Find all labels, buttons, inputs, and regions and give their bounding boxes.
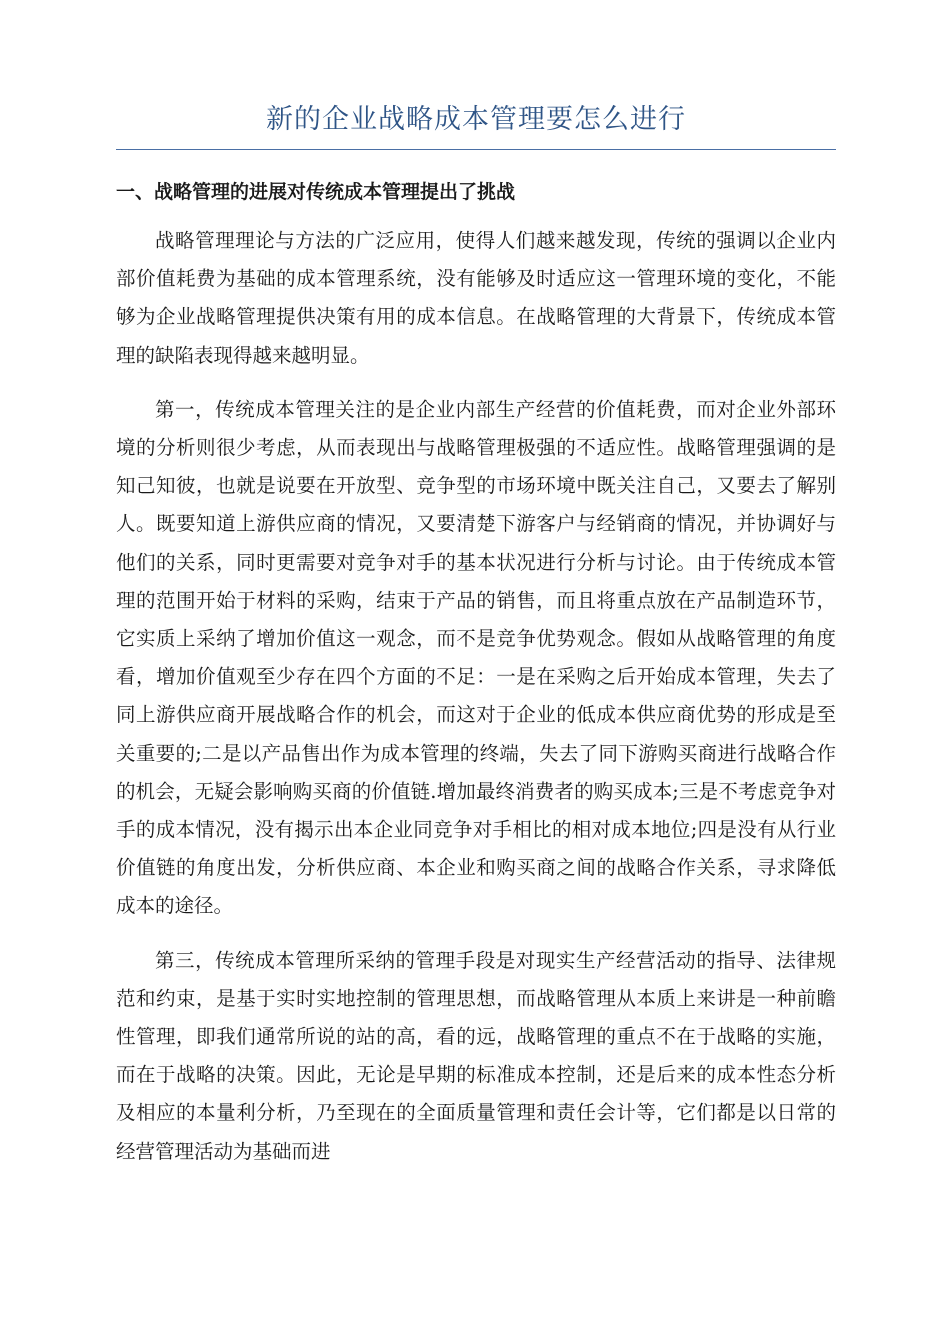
- paragraph-3: 第三，传统成本管理所采纳的管理手段是对现实生产经营活动的指导、法律规范和约束，是基于实时实地控制的管理思想，而战略管理从本质上来讲是一种前瞻性管理，即我们通常所说的站的高，看的远，战略管理的重点不在于战略的实施，而在于战略的决策。因此，无论是早期的标准成本控制，还是后来的成本性态分析及相应的本量利分析，乃至现在的全面质量管理和责任会计等，它们都是以日常的经营管理活动为基础而进: [116, 948, 836, 1163]
- section-heading: 一、战略管理的进展对传统成本管理提出了挑战: [116, 181, 516, 203]
- paragraph-1: 战略管理理论与方法的广泛应用，使得人们越来越发现，传统的强调以企业内部价值耗费为基础的成本管理系统，没有能够及时适应这一管理环境的变化，不能够为企业战略管理提供决策有用的成本信息。在战略管理的大背景下，传统成本管理的缺陷表现得越来越明显。: [116, 229, 836, 367]
- document-title: 新的企业战略成本管理要怎么进行: [116, 100, 836, 150]
- document-page: [116, 100, 836, 1171]
- paragraph-2: 第一，传统成本管理关注的是企业内部生产经营的价值耗费，而对企业外部环境的分析则很少考虑，从而表现出与战略管理极强的不适应性。战略管理强调的是知己知彼，也就是说要在开放型、竞争型的市场环境中既关注自己，又要去了解别人。既要知道上游供应商的情况，又要清楚下游客户与经销商的情况，并协调好与他们的关系，同时更需要对竞争对手的基本状况进行分析与讨论。由于传统成本管理的范围开始于材料的采购，结束于产品的销售，而且将重点放在产品制造环节，它实质上采纳了增加价值这一观念，而不是竞争优势观念。假如从战略管理的角度看，增加价值观至少存在四个方面的不足：一是在采购之后开始成本管理，失去了同上游供应商开展战略合作的机会，而这对于企业的低成本供应商优势的形成是至关重要的;二是以产品售出作为成本管理的终端，失去了同下游购买商进行战略合作的机会，无疑会影响购买商的价值链.增加最终消费者的购买成本;三是不考虑竞争对手的成本情况，没有揭示出本企业同竞争对手相比的相对成本地位;四是没有从行业价值链的角度出发，分析供应商、本企业和购买商之间的战略合作关系，寻求降低成本的途径。: [116, 397, 836, 918]
